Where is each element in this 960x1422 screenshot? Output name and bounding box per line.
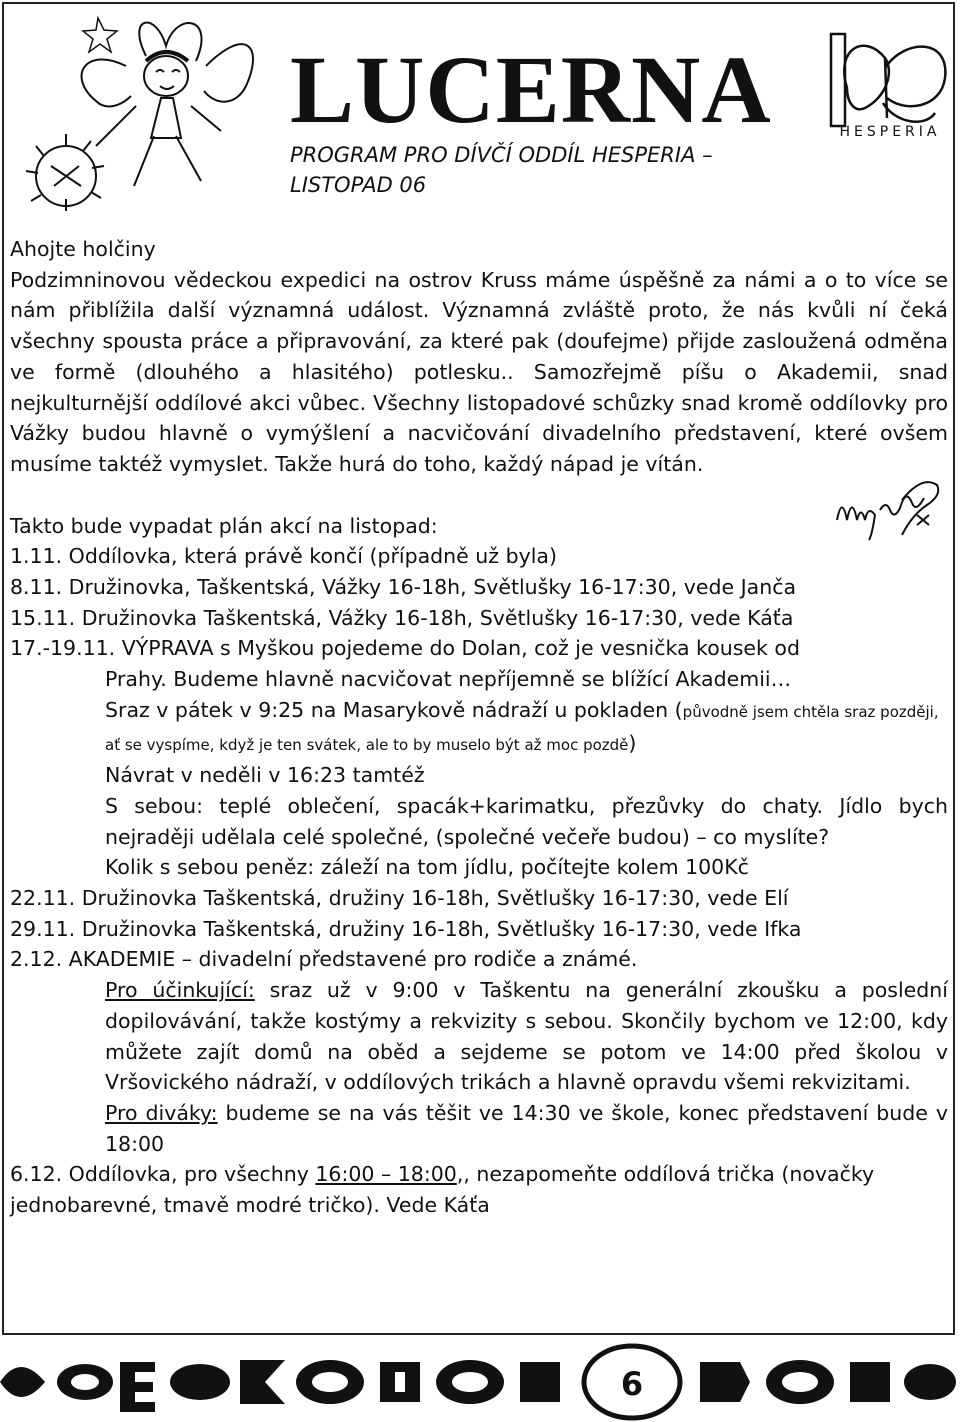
event-detail: Pro diváky: budeme se na vás těšit ve 14:30 ve škole, konec představení bude v 18:00 bbox=[105, 1100, 948, 1156]
event-item: 8.11. Družinovka, Taškentská, Vážky 16-18h, Světlušky 16-17:30, vede Janča bbox=[10, 575, 797, 600]
event-item: 6.12. Oddílovka, pro všechny 16:00 – 18:00,, nezapomeňte oddílová trička (novačky jednobarevné, tmavě modré tričko). Vede Káťa bbox=[10, 1162, 875, 1218]
page-number: 6 bbox=[620, 1365, 644, 1403]
event-item: 2.12. AKADEMIE – divadelní představené pro rodiče a známé. bbox=[10, 947, 638, 972]
event-detail: Prahy. Budeme hlavně nacvičovat nepříjemně se blížící Akademii… bbox=[105, 667, 792, 692]
event-detail: S sebou: teplé oblečení, spacák+karimatku, přezůvky do chaty. Jídlo bych nejraději udělala celé společné, (společné večeře budou) – co myslíte? bbox=[105, 793, 948, 849]
plan-heading: Takto bude vypadat plán akcí na listopad: bbox=[10, 513, 438, 538]
event-note: původně jsem chtěla sraz později, ať se vyspíme, když je ten svátek, ale to by muselo být až moc pozdě bbox=[105, 702, 939, 754]
event-item: 1.11. Oddílovka, která právě končí (případně už byla) bbox=[10, 544, 557, 569]
letter-body bbox=[10, 234, 948, 1221]
page-title: LUCERNA bbox=[290, 36, 772, 143]
audience-label: Pro diváky: bbox=[105, 1100, 218, 1125]
event-item: 29.11. Družinovka Taškentská, družiny 16-18h, Světlušky 16-17:30, vede Ifka bbox=[10, 916, 802, 941]
fairy-illustration bbox=[6, 6, 268, 218]
logo-wordmark: HESPERIA bbox=[839, 124, 941, 140]
event-detail: Pro účinkující: sraz už v 9:00 v Taškentu na generální zkoušku a poslední dopilovávání, takže kostýmy a rekvizity s sebou. Skončily bychom ve 12:00, kdy můžete zajít domů na oběd a sejdeme se potom ve 14:00 před školou v Vršovického nádraží, v oddílových trikách a hlavně opravdu všemi rekvizitami. bbox=[105, 978, 948, 1095]
event-item: 22.11. Družinovka Taškentská, družiny 16-18h, Světlušky 16-17:30, vede Elí bbox=[10, 886, 789, 911]
handwritten-signature bbox=[832, 470, 942, 545]
event-detail: Návrat v neděli v 16:23 tamtéž bbox=[105, 763, 425, 788]
footer-banner bbox=[0, 1342, 960, 1422]
event-time: 16:00 – 18:00 bbox=[315, 1162, 457, 1187]
event-item: 15.11. Družinovka Taškentská, Vážky 16-18h, Světlušky 16-17:30, vede Káťa bbox=[10, 605, 794, 630]
intro-paragraph: Podzimninovou vědeckou expedici na ostrov Kruss máme úspěšně za námi a o to více se nám přiblížila další významná událost. Významná zvláště proto, že nás kvůli ní čeká všechny spousta práce a připravování, za které pak (doufejme) přijde zasloužená odměna ve formě (dlouhého a hlasitého) potlesku.. Samozřejmě píšu o Akademii, snad nejkulturnější oddílové akci vůbec. Všechny listopadové schůzky snad kromě oddílovky pro Vážky budou hlavně o vymýšlení a nacvičování divadelního představení, které ovšem musíme taktéž vymyslet. Takže hurá do toho, každý nápad je vítán. bbox=[10, 267, 948, 476]
page-subtitle: PROGRAM PRO DÍVČÍ ODDÍL HESPERIA – LISTOPAD 06 bbox=[290, 143, 713, 197]
performers-label: Pro účinkující: bbox=[105, 978, 255, 1003]
event-detail: Sraz v pátek v 9:25 na Masarykově nádraží u pokladen (původně jsem chtěla sraz později, ať se vyspíme, když je ten svátek, ale to by muselo být až moc pozdě) bbox=[105, 697, 939, 755]
event-detail: Kolik s sebou peněz: záleží na tom jídlu, počítejte kolem 100Kč bbox=[105, 855, 749, 880]
event-item: 17.-19.11. VÝPRAVA s Myškou pojedeme do Dolan, což je vesnička kousek od bbox=[10, 636, 800, 661]
greeting: Ahojte holčiny bbox=[10, 237, 156, 261]
